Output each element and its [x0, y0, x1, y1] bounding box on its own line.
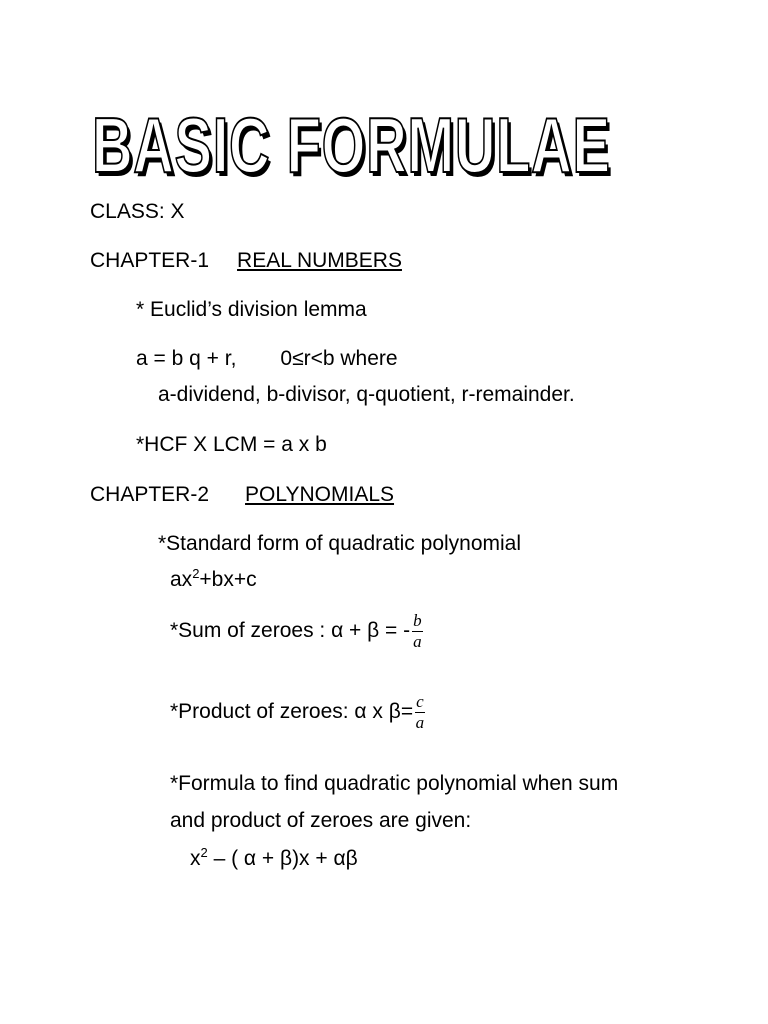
chapter2-heading [90, 482, 394, 508]
product-denominator: a [415, 713, 425, 732]
product-fraction [415, 693, 425, 732]
chapter1-name: REAL NUMBERS [237, 249, 402, 272]
formula-rest: – ( α + β)x + αβ [207, 847, 358, 870]
standard-form-heading: *Standard form of quadratic polynomial [158, 532, 522, 555]
formula-line-1: *Formula to find quadratic polynomial when sum [170, 772, 619, 795]
sum-fraction [412, 612, 423, 651]
product-of-zeroes [170, 693, 425, 732]
sum-label: *Sum of zeroes : α + β = - [170, 619, 411, 643]
sum-of-zeroes [170, 612, 423, 651]
sum-denominator: a [413, 632, 422, 651]
standard-form-b: +bx+c [199, 568, 257, 591]
standard-form-a: ax [170, 568, 193, 591]
hcf-lcm-formula: *HCF X LCM = a x b [136, 433, 327, 456]
chapter1-heading [90, 248, 402, 274]
formula-exponent: 2 [200, 845, 208, 860]
standard-form-expression [170, 567, 257, 593]
formula-x: x [190, 847, 201, 870]
lemma-condition: 0≤r<b where [280, 347, 398, 370]
chapter2-label: CHAPTER-2 [90, 483, 210, 506]
page-title: BASIC FORMULAE [92, 101, 611, 189]
chapter2-name: POLYNOMIALS [245, 483, 395, 506]
lemma-formula: a = b q + r, [136, 347, 237, 370]
class-line: CLASS: X [90, 200, 185, 223]
product-numerator: c [416, 692, 424, 711]
product-label: *Product of zeroes: α x β= [170, 700, 414, 724]
lemma-formula-line [136, 346, 398, 372]
quadratic-formula [190, 846, 358, 872]
lemma-terms: a-dividend, b-divisor, q-quotient, r-remainder. [158, 383, 575, 406]
sum-numerator: b [413, 611, 422, 630]
lemma-heading: * Euclid’s division lemma [136, 298, 367, 321]
formula-line-2: and product of zeroes are given: [170, 809, 472, 832]
chapter1-label: CHAPTER-1 [90, 249, 210, 272]
standard-form-exponent: 2 [192, 566, 200, 581]
